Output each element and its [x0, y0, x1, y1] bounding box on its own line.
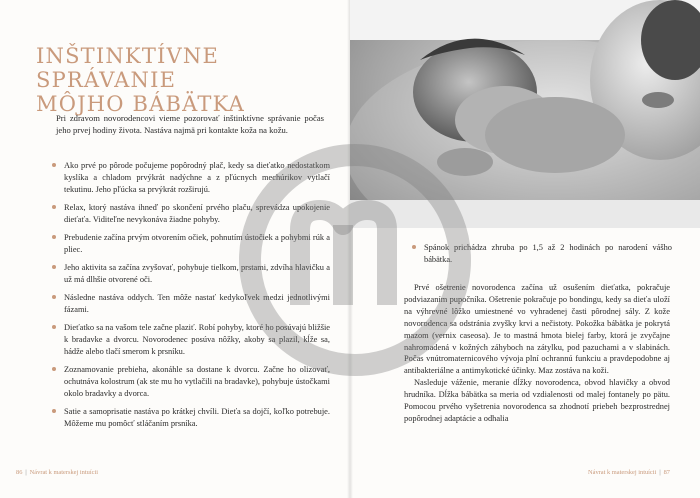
list-item: [50, 292, 330, 316]
sleep-list: [410, 242, 672, 266]
photo-illustration: [350, 0, 700, 228]
bullet-icon: [52, 163, 56, 167]
list-item: [410, 242, 672, 266]
list-item: [50, 160, 330, 196]
right-body-text: [404, 282, 670, 425]
behavior-list: [50, 160, 330, 436]
bullet-icon: [52, 265, 56, 269]
list-item: [50, 406, 330, 430]
list-item-text: Relax, ktorý nastáva ihneď po skončení prvého plaču, sprevádza upokojenie dieťaťa. Viditeľne nevykonáva žiadne pohyby.: [64, 202, 330, 224]
list-item: [50, 262, 330, 286]
bullet-icon: [52, 235, 56, 239]
list-item-text: Zoznamovanie prebieha, akonáhle sa dostane k dvorcu. Začne ho olizovať, ochutnáva kolostrum (ak ste mu ho vytlačili na bradavke), pohybuje ústočkami okolo bradavky a dvorca.: [64, 364, 330, 398]
body-paragraph: Nasleduje váženie, meranie dĺžky novorodenca, obvod hlavičky a obvod hrudníka. Dĺžka bábätka sa meria od vzdialenosti od malej fontanely po pätu. Pomocou prvého vyšetrenia novorodenca sa zhodnotí priebeh bezprostrednej popôrodnej adaptácie a odhalia: [404, 378, 670, 423]
list-item-text: Satie a samoprisatie nastáva po krátkej chvíli. Dieťa sa dojčí, koľko potrebuje. Môžeme mu pomôcť stláčaním prsníka.: [64, 406, 330, 428]
bullet-icon: [52, 205, 56, 209]
list-item-text: Následne nastáva oddych. Ten môže nastať kedykoľvek medzi jednotlivými fázami.: [64, 292, 330, 314]
list-item: [50, 364, 330, 400]
intro-paragraph: Pri zdravom novorodencovi vieme pozorovať inštinktívne správanie počas jeho prvej hodiny života. Nastáva najmä pri kontakte koža na kožu.: [56, 113, 324, 136]
list-item-text: Jeho aktivita sa začína zvyšovať, pohybuje tielkom, prstami, zdvíha hlavičku a už má dlhšie otvorené oči.: [64, 262, 330, 284]
running-title-left: Návrat k materskej intuícii: [29, 469, 98, 476]
list-item: [50, 322, 330, 358]
page-number-right: 87: [663, 469, 670, 476]
bullet-icon: [52, 295, 56, 299]
running-title-right: Návrat k materskej intuícii: [588, 469, 657, 476]
list-item-text: Spánok prichádza zhruba po 1,5 až 2 hodinách po narodení vášho bábätka.: [424, 243, 672, 264]
bullet-icon: [52, 325, 56, 329]
newborn-photo: [350, 0, 700, 228]
page-number-left: 86: [16, 469, 23, 476]
title-line-1: INŠTINKTÍVNE SPRÁVANIE: [36, 44, 219, 92]
chapter-title: [36, 44, 326, 116]
right-footer: Návrat k materskej intuícii | 87: [588, 469, 670, 476]
body-paragraph: Prvé ošetrenie novorodenca začína už osušením dieťatka, pokračuje podviazaním pupočníka. Ošetrenie pokračuje po bondingu, kedy sa dieťa uloží na výhrevné lôžko umiestnené vo vyhradenej časti pôrodnej sály. Z kože novorodenca sa odstránia zvyšky krvi a nečistoty. Pokožka bábätka je pokrytá mazom (vernix caseosa). Je to mastná hmota bielej farby, ktorá je zvyčajne nahromadená v kožných záhyboch na zátylku, pod pazuchami a v slabinách. Počas vnútromaternicového vývoja plní ochrannú funkciu a pravdepodobne aj antibakteriálne a antimykotické účinky. Maz zostáva na koži.: [404, 283, 670, 376]
list-item-text: Prebudenie začína prvým otvorením očiek, pohnutím ústočiek a pohybmi rúk a pliec.: [64, 232, 330, 254]
list-item-text: Ako prvé po pôrode počujeme popôrodný plač, kedy sa dieťatko nedostatkom kyslíka a chladom prvýkrát nadýchne a z pľúcnych mechúrikov vytlačí tekutinu. Jeho pľúcka sa prvýkrát rozširujú.: [64, 161, 330, 194]
bullet-icon: [52, 367, 56, 371]
list-item: [50, 202, 330, 226]
list-item: [50, 232, 330, 256]
list-item-text: Dieťatko sa na vašom tele začne plaziť. Robí pohyby, ktoré ho posúvajú bližšie k bradavke a dvorcu. Novorodenec posúva nôžky, akoby sa plazil, kĺže sa, hádže alebo tlačí smerom k prsníku.: [64, 322, 330, 356]
bullet-icon: [52, 409, 56, 413]
left-footer: 86 | Návrat k materskej intuícii: [16, 469, 98, 476]
title-line-2: MÔJHO BÁBÄTKA: [36, 92, 245, 116]
bullet-icon: [412, 245, 416, 249]
